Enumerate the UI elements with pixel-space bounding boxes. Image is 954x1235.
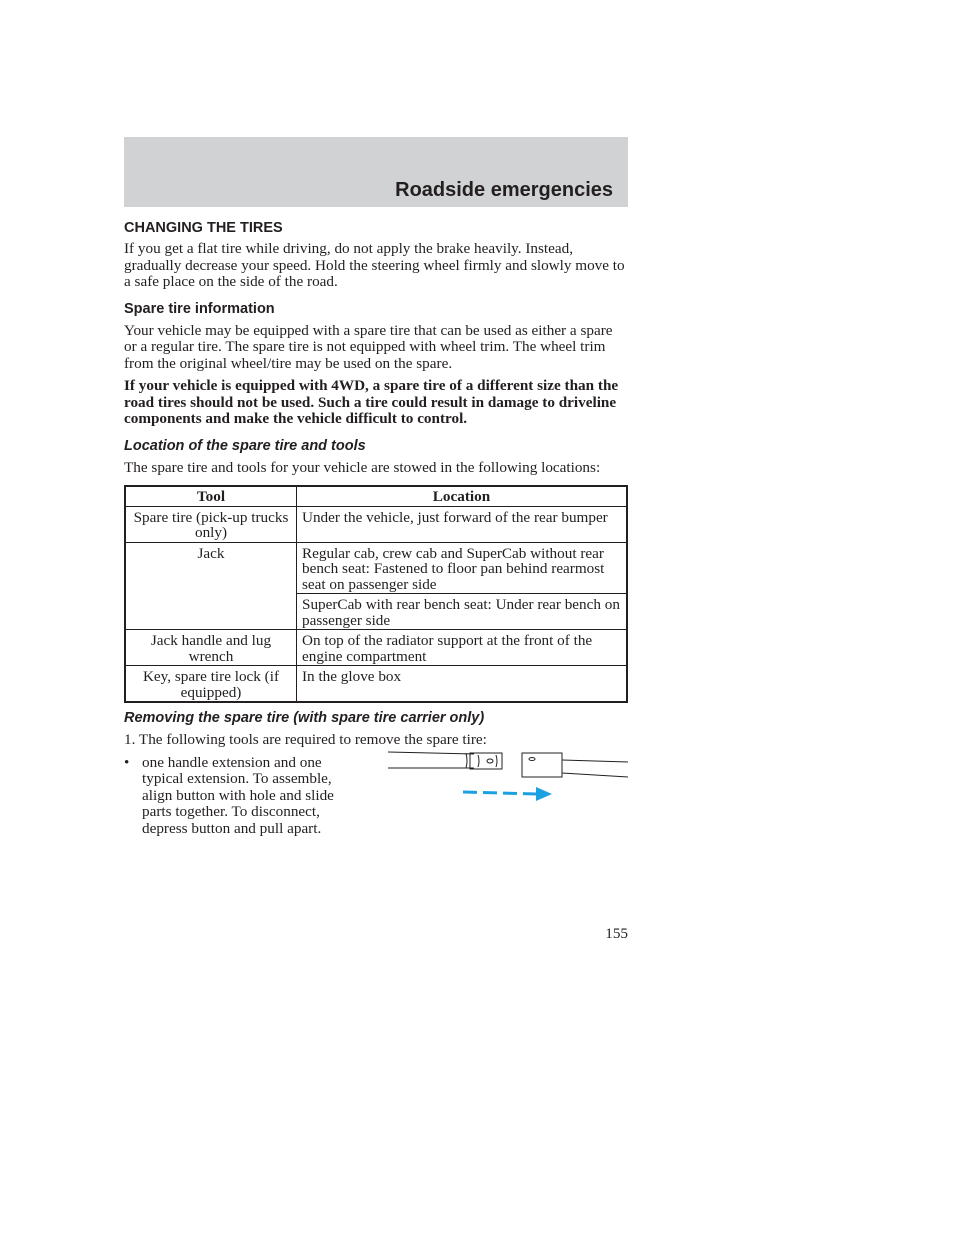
handle-extension-illustration <box>386 747 630 803</box>
tool-cell: Spare tire (pick-up trucks only) <box>125 506 297 542</box>
column-header-tool: Tool <box>125 486 297 506</box>
tool-cell: Jack handle and lug wrench <box>125 630 297 666</box>
arrow-right-icon <box>463 787 552 801</box>
bullet-icon: • <box>124 753 130 771</box>
tool-cell: Key, spare tire lock (if equipped) <box>125 666 297 703</box>
spare-tire-paragraph: Your vehicle may be equipped with a spare tire that can be used as either a spare or a regular tire. The spare tire is not equipped with wheel trim. The wheel trim from the original wheel/tire may be used on the spare. <box>124 321 613 372</box>
location-cell: Under the vehicle, just forward of the rear bumper <box>297 506 628 542</box>
4wd-warning-paragraph: If your vehicle is equipped with 4WD, a spare tire of a different size than the road tires should not be used. Such a tire could result in damage to driveline components and make the vehicle difficult to control. <box>124 377 619 427</box>
location-cell: On top of the radiator support at the front of the engine compartment <box>297 630 628 666</box>
table-row <box>125 542 627 594</box>
bullet-text-extension: one handle extension and one typical extension. To assemble, align button with hole and slide parts together. To disconnect, depress button and pull apart. <box>142 753 334 837</box>
changing-tires-paragraph: If you get a flat tire while driving, do not apply the brake heavily. Instead, gradually decrease your speed. Hold the steering wheel firmly and slowly move to a safe place on the side of the road. <box>124 240 625 290</box>
table-row <box>125 666 627 703</box>
table-row <box>125 630 627 666</box>
subheading-spare-tire-information: Spare tire information <box>124 300 275 317</box>
location-paragraph: The spare tire and tools for your vehicle are stowed in the following locations: <box>124 458 601 476</box>
bullet-list <box>124 755 628 845</box>
page-title: Roadside emergencies <box>395 179 613 201</box>
column-header-location: Location <box>297 486 628 506</box>
location-cell: SuperCab with rear bench seat: Under rear bench on passenger side <box>297 594 628 630</box>
section-heading-changing-tires: CHANGING THE TIRES <box>124 220 283 236</box>
location-cell: In the glove box <box>297 666 628 703</box>
table-row <box>125 506 627 542</box>
location-cell: Regular cab, crew cab and SuperCab without rear bench seat: Fastened to floor pan behind rearmost seat on passenger side <box>297 542 628 594</box>
main-content <box>124 220 628 845</box>
tools-location-table <box>124 485 628 703</box>
subheading-removing-spare-tire: Removing the spare tire (with spare tire carrier only) <box>124 710 485 726</box>
header-band <box>124 137 628 207</box>
step-1-text: 1. The following tools are required to remove the spare tire: <box>124 731 487 748</box>
tool-cell: Jack <box>125 542 297 630</box>
page-number: 155 <box>605 925 628 942</box>
table-header-row <box>125 486 627 506</box>
subheading-location-of-tools: Location of the spare tire and tools <box>124 437 366 454</box>
